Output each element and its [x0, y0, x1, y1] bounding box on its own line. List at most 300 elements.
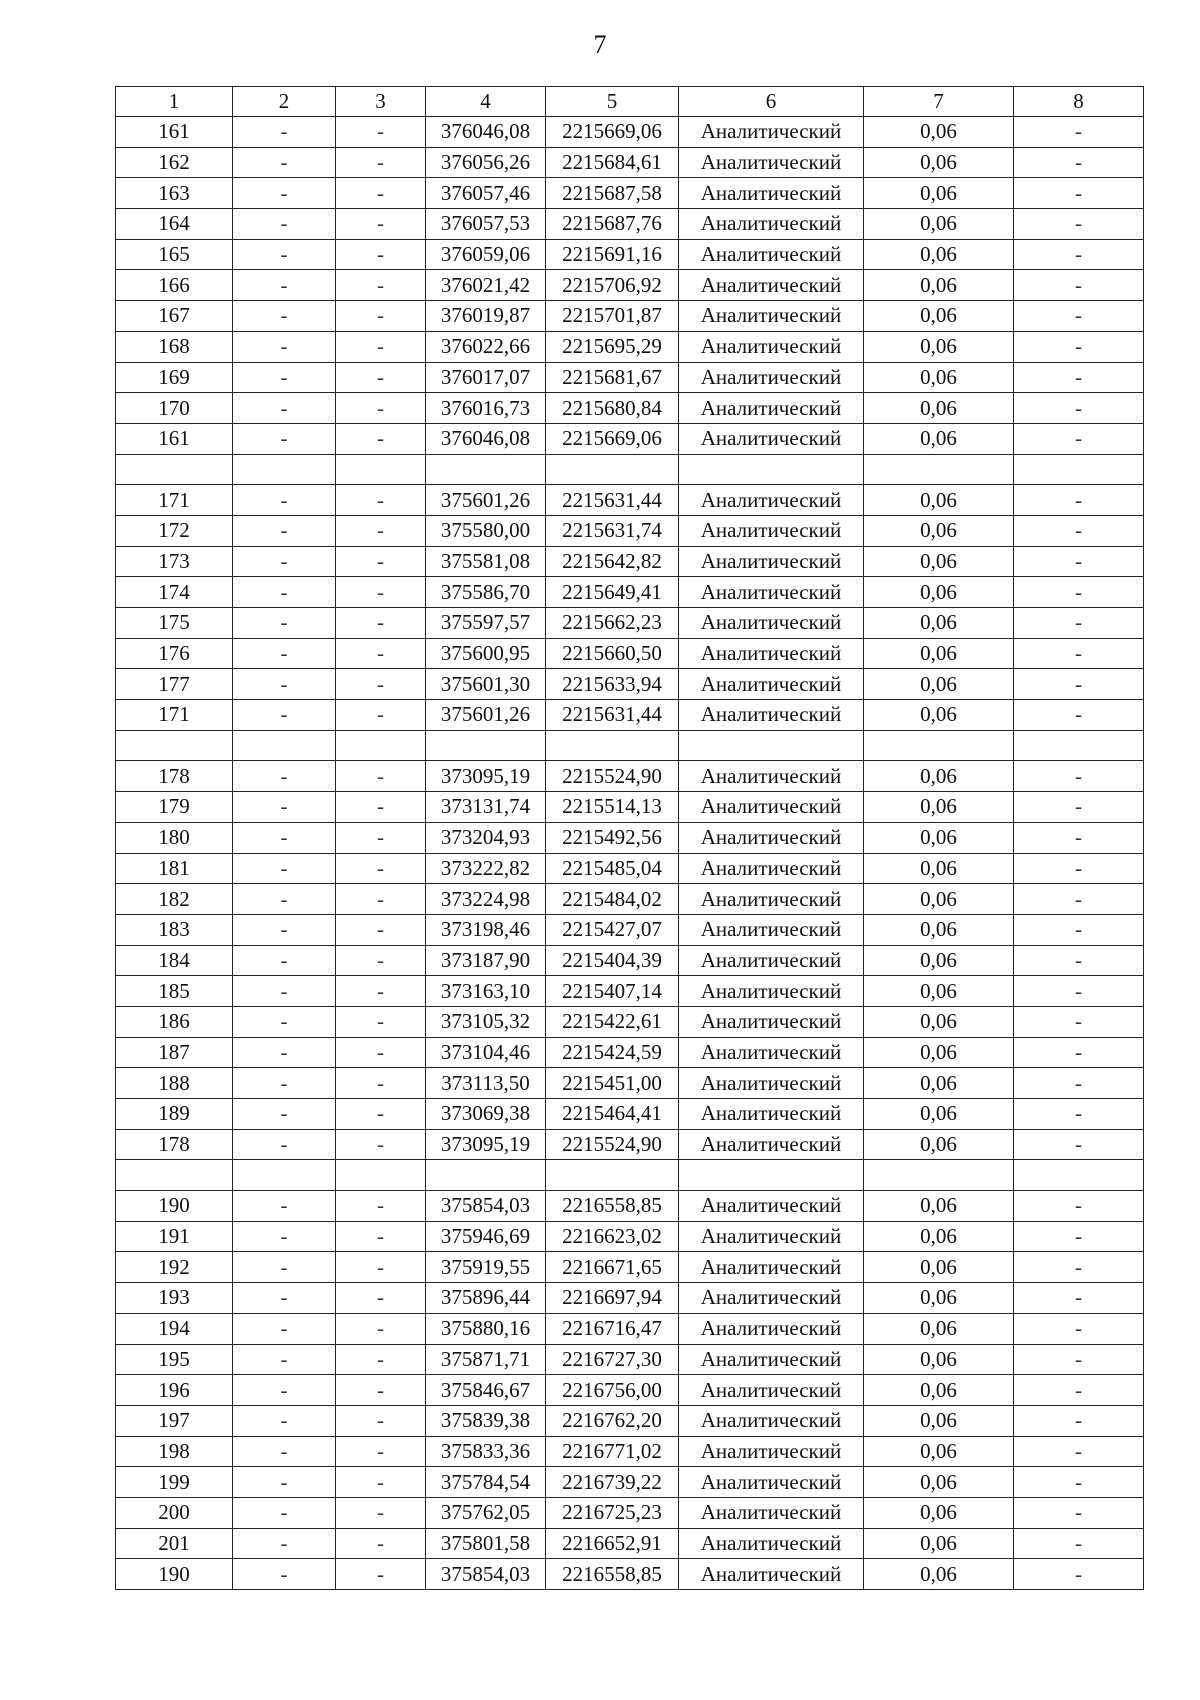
x-coordinate-cell	[426, 730, 546, 761]
method-cell: Аналитический	[679, 1191, 864, 1222]
accuracy-cell: 0,06	[864, 577, 1014, 608]
table-row	[116, 485, 1144, 516]
table-row	[116, 1467, 1144, 1498]
point-number-cell: 190	[116, 1191, 233, 1222]
col8-cell: -	[1014, 1129, 1144, 1160]
accuracy-cell: 0,06	[864, 1037, 1014, 1068]
x-coordinate-cell: 375854,03	[426, 1559, 546, 1590]
col8-cell: -	[1014, 914, 1144, 945]
point-number-cell: 178	[116, 1129, 233, 1160]
x-coordinate-cell: 375597,57	[426, 608, 546, 639]
column-header: 2	[233, 87, 336, 117]
x-coordinate-cell: 373204,93	[426, 822, 546, 853]
method-cell: Аналитический	[679, 485, 864, 516]
table-row	[116, 515, 1144, 546]
method-cell: Аналитический	[679, 1436, 864, 1467]
x-coordinate-cell: 375871,71	[426, 1344, 546, 1375]
y-coordinate-cell: 2215407,14	[546, 976, 679, 1007]
col8-cell: -	[1014, 515, 1144, 546]
point-number-cell: 175	[116, 608, 233, 639]
col8-cell: -	[1014, 331, 1144, 362]
x-coordinate-cell: 375600,95	[426, 638, 546, 669]
x-coordinate-cell: 376057,46	[426, 178, 546, 209]
point-number-cell: 167	[116, 301, 233, 332]
col2-cell	[233, 454, 336, 485]
table-row	[116, 761, 1144, 792]
col2-cell: -	[233, 362, 336, 393]
method-cell: Аналитический	[679, 1252, 864, 1283]
col8-cell: -	[1014, 1252, 1144, 1283]
y-coordinate-cell	[546, 1160, 679, 1191]
x-coordinate-cell: 376046,08	[426, 423, 546, 454]
x-coordinate-cell: 375580,00	[426, 515, 546, 546]
y-coordinate-cell: 2215662,23	[546, 608, 679, 639]
accuracy-cell: 0,06	[864, 270, 1014, 301]
table-row	[116, 362, 1144, 393]
accuracy-cell: 0,06	[864, 669, 1014, 700]
column-header: 4	[426, 87, 546, 117]
col2-cell: -	[233, 209, 336, 240]
point-number-cell: 161	[116, 423, 233, 454]
method-cell: Аналитический	[679, 1375, 864, 1406]
col8-cell: -	[1014, 669, 1144, 700]
col2-cell: -	[233, 884, 336, 915]
x-coordinate-cell: 376021,42	[426, 270, 546, 301]
y-coordinate-cell: 2215706,92	[546, 270, 679, 301]
x-coordinate-cell: 373069,38	[426, 1099, 546, 1130]
method-cell: Аналитический	[679, 1037, 864, 1068]
table-row	[116, 669, 1144, 700]
col2-cell: -	[233, 638, 336, 669]
col3-cell: -	[336, 301, 426, 332]
col8-cell: -	[1014, 209, 1144, 240]
col3-cell: -	[336, 822, 426, 853]
accuracy-cell: 0,06	[864, 792, 1014, 823]
point-number-cell: 171	[116, 700, 233, 731]
y-coordinate-cell: 2215649,41	[546, 577, 679, 608]
table-row	[116, 822, 1144, 853]
x-coordinate-cell: 373113,50	[426, 1068, 546, 1099]
table-row	[116, 1559, 1144, 1590]
col8-cell: -	[1014, 1375, 1144, 1406]
x-coordinate-cell: 375946,69	[426, 1221, 546, 1252]
table-row	[116, 700, 1144, 731]
col3-cell: -	[336, 1006, 426, 1037]
col8-cell: -	[1014, 546, 1144, 577]
x-coordinate-cell: 375880,16	[426, 1313, 546, 1344]
accuracy-cell: 0,06	[864, 1375, 1014, 1406]
table-row	[116, 853, 1144, 884]
point-number-cell: 195	[116, 1344, 233, 1375]
y-coordinate-cell: 2215464,41	[546, 1099, 679, 1130]
accuracy-cell: 0,06	[864, 1436, 1014, 1467]
y-coordinate-cell: 2215424,59	[546, 1037, 679, 1068]
col8-cell: -	[1014, 1037, 1144, 1068]
y-coordinate-cell: 2216558,85	[546, 1191, 679, 1222]
point-number-cell: 166	[116, 270, 233, 301]
method-cell	[679, 1160, 864, 1191]
col2-cell: -	[233, 1037, 336, 1068]
table-row	[116, 1191, 1144, 1222]
col2-cell: -	[233, 117, 336, 148]
col8-cell: -	[1014, 1099, 1144, 1130]
table-row	[116, 454, 1144, 485]
x-coordinate-cell: 376059,06	[426, 239, 546, 270]
table-row	[116, 1099, 1144, 1130]
point-number-cell	[116, 1160, 233, 1191]
accuracy-cell: 0,06	[864, 147, 1014, 178]
y-coordinate-cell: 2216558,85	[546, 1559, 679, 1590]
y-coordinate-cell: 2215422,61	[546, 1006, 679, 1037]
col8-cell: -	[1014, 1068, 1144, 1099]
accuracy-cell	[864, 454, 1014, 485]
col3-cell: -	[336, 1344, 426, 1375]
x-coordinate-cell: 373187,90	[426, 945, 546, 976]
col8-cell: -	[1014, 1405, 1144, 1436]
col8-cell: -	[1014, 1313, 1144, 1344]
col8-cell: -	[1014, 761, 1144, 792]
col3-cell	[336, 454, 426, 485]
col8-cell: -	[1014, 853, 1144, 884]
method-cell: Аналитический	[679, 914, 864, 945]
col8-cell: -	[1014, 423, 1144, 454]
col8-cell: -	[1014, 608, 1144, 639]
method-cell: Аналитический	[679, 1221, 864, 1252]
point-number-cell: 200	[116, 1497, 233, 1528]
col2-cell: -	[233, 700, 336, 731]
y-coordinate-cell: 2215687,58	[546, 178, 679, 209]
method-cell: Аналитический	[679, 577, 864, 608]
y-coordinate-cell: 2215691,16	[546, 239, 679, 270]
table-row	[116, 1068, 1144, 1099]
table-row	[116, 1528, 1144, 1559]
column-header: 6	[679, 87, 864, 117]
column-header: 8	[1014, 87, 1144, 117]
table-row	[116, 178, 1144, 209]
col3-cell: -	[336, 792, 426, 823]
y-coordinate-cell: 2216727,30	[546, 1344, 679, 1375]
point-number-cell: 178	[116, 761, 233, 792]
point-number-cell: 185	[116, 976, 233, 1007]
method-cell: Аналитический	[679, 178, 864, 209]
col8-cell	[1014, 1160, 1144, 1191]
col3-cell: -	[336, 914, 426, 945]
y-coordinate-cell: 2215681,67	[546, 362, 679, 393]
method-cell: Аналитический	[679, 393, 864, 424]
col2-cell: -	[233, 608, 336, 639]
col8-cell: -	[1014, 1436, 1144, 1467]
col2-cell: -	[233, 976, 336, 1007]
point-number-cell: 179	[116, 792, 233, 823]
col3-cell: -	[336, 515, 426, 546]
point-number-cell: 190	[116, 1559, 233, 1590]
column-header: 3	[336, 87, 426, 117]
x-coordinate-cell	[426, 454, 546, 485]
x-coordinate-cell: 375601,26	[426, 485, 546, 516]
method-cell: Аналитический	[679, 270, 864, 301]
col2-cell	[233, 1160, 336, 1191]
table-row	[116, 270, 1144, 301]
x-coordinate-cell: 376057,53	[426, 209, 546, 240]
point-number-cell: 170	[116, 393, 233, 424]
point-number-cell: 184	[116, 945, 233, 976]
method-cell: Аналитический	[679, 1129, 864, 1160]
col2-cell: -	[233, 1497, 336, 1528]
x-coordinate-cell: 376056,26	[426, 147, 546, 178]
accuracy-cell: 0,06	[864, 761, 1014, 792]
col2-cell: -	[233, 1344, 336, 1375]
accuracy-cell: 0,06	[864, 362, 1014, 393]
method-cell: Аналитический	[679, 792, 864, 823]
col8-cell: -	[1014, 700, 1144, 731]
table-row	[116, 1436, 1144, 1467]
col3-cell: -	[336, 1099, 426, 1130]
y-coordinate-cell: 2215404,39	[546, 945, 679, 976]
col8-cell: -	[1014, 945, 1144, 976]
col3-cell	[336, 1160, 426, 1191]
col2-cell: -	[233, 546, 336, 577]
y-coordinate-cell: 2216671,65	[546, 1252, 679, 1283]
col2-cell: -	[233, 1375, 336, 1406]
y-coordinate-cell: 2215695,29	[546, 331, 679, 362]
x-coordinate-cell: 375581,08	[426, 546, 546, 577]
col3-cell: -	[336, 1559, 426, 1590]
col3-cell: -	[336, 178, 426, 209]
method-cell: Аналитический	[679, 1344, 864, 1375]
accuracy-cell: 0,06	[864, 914, 1014, 945]
point-number-cell: 174	[116, 577, 233, 608]
col3-cell: -	[336, 1497, 426, 1528]
accuracy-cell: 0,06	[864, 393, 1014, 424]
col3-cell: -	[336, 1221, 426, 1252]
x-coordinate-cell: 375846,67	[426, 1375, 546, 1406]
x-coordinate-cell	[426, 1160, 546, 1191]
method-cell: Аналитический	[679, 669, 864, 700]
method-cell: Аналитический	[679, 301, 864, 332]
col8-cell: -	[1014, 117, 1144, 148]
col3-cell: -	[336, 1191, 426, 1222]
col8-cell: -	[1014, 147, 1144, 178]
table-row	[116, 1221, 1144, 1252]
col2-cell: -	[233, 1528, 336, 1559]
table-row	[116, 393, 1144, 424]
table-row	[116, 945, 1144, 976]
point-number-cell	[116, 454, 233, 485]
col3-cell: -	[336, 1313, 426, 1344]
method-cell: Аналитический	[679, 1497, 864, 1528]
table-row	[116, 1283, 1144, 1314]
y-coordinate-cell: 2215524,90	[546, 761, 679, 792]
accuracy-cell: 0,06	[864, 853, 1014, 884]
col8-cell	[1014, 454, 1144, 485]
point-number-cell: 173	[116, 546, 233, 577]
x-coordinate-cell: 375601,30	[426, 669, 546, 700]
col2-cell: -	[233, 1191, 336, 1222]
point-number-cell: 176	[116, 638, 233, 669]
accuracy-cell: 0,06	[864, 1006, 1014, 1037]
col8-cell: -	[1014, 1344, 1144, 1375]
col2-cell: -	[233, 761, 336, 792]
col3-cell: -	[336, 761, 426, 792]
y-coordinate-cell: 2215684,61	[546, 147, 679, 178]
method-cell: Аналитический	[679, 1313, 864, 1344]
method-cell: Аналитический	[679, 362, 864, 393]
table-body	[116, 117, 1144, 1590]
col2-cell: -	[233, 1252, 336, 1283]
col3-cell: -	[336, 362, 426, 393]
x-coordinate-cell: 375601,26	[426, 700, 546, 731]
col3-cell: -	[336, 638, 426, 669]
col8-cell: -	[1014, 1497, 1144, 1528]
y-coordinate-cell: 2215451,00	[546, 1068, 679, 1099]
col8-cell: -	[1014, 1528, 1144, 1559]
accuracy-cell: 0,06	[864, 423, 1014, 454]
table-row	[116, 1006, 1144, 1037]
col2-cell: -	[233, 178, 336, 209]
col3-cell: -	[336, 485, 426, 516]
method-cell	[679, 454, 864, 485]
table-row	[116, 1160, 1144, 1191]
point-number-cell: 182	[116, 884, 233, 915]
table-row	[116, 117, 1144, 148]
col8-cell: -	[1014, 884, 1144, 915]
col2-cell: -	[233, 945, 336, 976]
point-number-cell	[116, 730, 233, 761]
col2-cell: -	[233, 914, 336, 945]
col3-cell: -	[336, 147, 426, 178]
accuracy-cell: 0,06	[864, 1221, 1014, 1252]
col2-cell: -	[233, 423, 336, 454]
x-coordinate-cell: 375801,58	[426, 1528, 546, 1559]
col8-cell	[1014, 730, 1144, 761]
method-cell: Аналитический	[679, 331, 864, 362]
table-row	[116, 301, 1144, 332]
col2-cell: -	[233, 1405, 336, 1436]
col3-cell: -	[336, 423, 426, 454]
col3-cell: -	[336, 1436, 426, 1467]
method-cell: Аналитический	[679, 822, 864, 853]
col8-cell: -	[1014, 1467, 1144, 1498]
col2-cell: -	[233, 1436, 336, 1467]
accuracy-cell: 0,06	[864, 1559, 1014, 1590]
col3-cell: -	[336, 1037, 426, 1068]
accuracy-cell: 0,06	[864, 331, 1014, 362]
y-coordinate-cell: 2216739,22	[546, 1467, 679, 1498]
y-coordinate-cell: 2216623,02	[546, 1221, 679, 1252]
table-row	[116, 209, 1144, 240]
method-cell: Аналитический	[679, 147, 864, 178]
y-coordinate-cell: 2215524,90	[546, 1129, 679, 1160]
accuracy-cell: 0,06	[864, 1497, 1014, 1528]
col3-cell: -	[336, 1129, 426, 1160]
col8-cell: -	[1014, 638, 1144, 669]
table-row	[116, 239, 1144, 270]
point-number-cell: 194	[116, 1313, 233, 1344]
col3-cell: -	[336, 1252, 426, 1283]
point-number-cell: 163	[116, 178, 233, 209]
col8-cell: -	[1014, 577, 1144, 608]
point-number-cell: 189	[116, 1099, 233, 1130]
col3-cell: -	[336, 209, 426, 240]
y-coordinate-cell: 2215631,44	[546, 700, 679, 731]
table-row	[116, 1313, 1144, 1344]
x-coordinate-cell: 376022,66	[426, 331, 546, 362]
col8-cell: -	[1014, 976, 1144, 1007]
accuracy-cell: 0,06	[864, 1129, 1014, 1160]
col8-cell: -	[1014, 485, 1144, 516]
col2-cell: -	[233, 331, 336, 362]
accuracy-cell: 0,06	[864, 945, 1014, 976]
y-coordinate-cell: 2215680,84	[546, 393, 679, 424]
accuracy-cell: 0,06	[864, 117, 1014, 148]
table-row	[116, 1405, 1144, 1436]
point-number-cell: 164	[116, 209, 233, 240]
col3-cell: -	[336, 117, 426, 148]
accuracy-cell: 0,06	[864, 1099, 1014, 1130]
x-coordinate-cell: 375839,38	[426, 1405, 546, 1436]
point-number-cell: 168	[116, 331, 233, 362]
x-coordinate-cell: 373198,46	[426, 914, 546, 945]
x-coordinate-cell: 376017,07	[426, 362, 546, 393]
method-cell: Аналитический	[679, 117, 864, 148]
col8-cell: -	[1014, 1221, 1144, 1252]
y-coordinate-cell	[546, 730, 679, 761]
y-coordinate-cell: 2215484,02	[546, 884, 679, 915]
col3-cell: -	[336, 1405, 426, 1436]
method-cell: Аналитический	[679, 1405, 864, 1436]
method-cell: Аналитический	[679, 546, 864, 577]
y-coordinate-cell: 2215633,94	[546, 669, 679, 700]
y-coordinate-cell: 2216756,00	[546, 1375, 679, 1406]
accuracy-cell: 0,06	[864, 546, 1014, 577]
accuracy-cell: 0,06	[864, 700, 1014, 731]
x-coordinate-cell: 375762,05	[426, 1497, 546, 1528]
y-coordinate-cell: 2216762,20	[546, 1405, 679, 1436]
table-row	[116, 1375, 1144, 1406]
method-cell: Аналитический	[679, 1467, 864, 1498]
x-coordinate-cell: 373224,98	[426, 884, 546, 915]
table-row	[116, 1037, 1144, 1068]
point-number-cell: 183	[116, 914, 233, 945]
point-number-cell: 165	[116, 239, 233, 270]
method-cell: Аналитический	[679, 239, 864, 270]
col3-cell: -	[336, 1283, 426, 1314]
col2-cell: -	[233, 1313, 336, 1344]
col3-cell: -	[336, 945, 426, 976]
col2-cell: -	[233, 1467, 336, 1498]
col2-cell: -	[233, 1283, 336, 1314]
col3-cell: -	[336, 608, 426, 639]
col3-cell: -	[336, 976, 426, 1007]
table-header-row	[116, 87, 1144, 117]
col3-cell: -	[336, 331, 426, 362]
point-number-cell: 199	[116, 1467, 233, 1498]
y-coordinate-cell: 2216771,02	[546, 1436, 679, 1467]
column-header: 1	[116, 87, 233, 117]
point-number-cell: 186	[116, 1006, 233, 1037]
accuracy-cell: 0,06	[864, 178, 1014, 209]
method-cell: Аналитический	[679, 945, 864, 976]
column-header: 5	[546, 87, 679, 117]
col8-cell: -	[1014, 1559, 1144, 1590]
accuracy-cell	[864, 1160, 1014, 1191]
col2-cell: -	[233, 1006, 336, 1037]
y-coordinate-cell: 2215642,82	[546, 546, 679, 577]
accuracy-cell: 0,06	[864, 1467, 1014, 1498]
col8-cell: -	[1014, 792, 1144, 823]
method-cell: Аналитический	[679, 761, 864, 792]
method-cell: Аналитический	[679, 1099, 864, 1130]
